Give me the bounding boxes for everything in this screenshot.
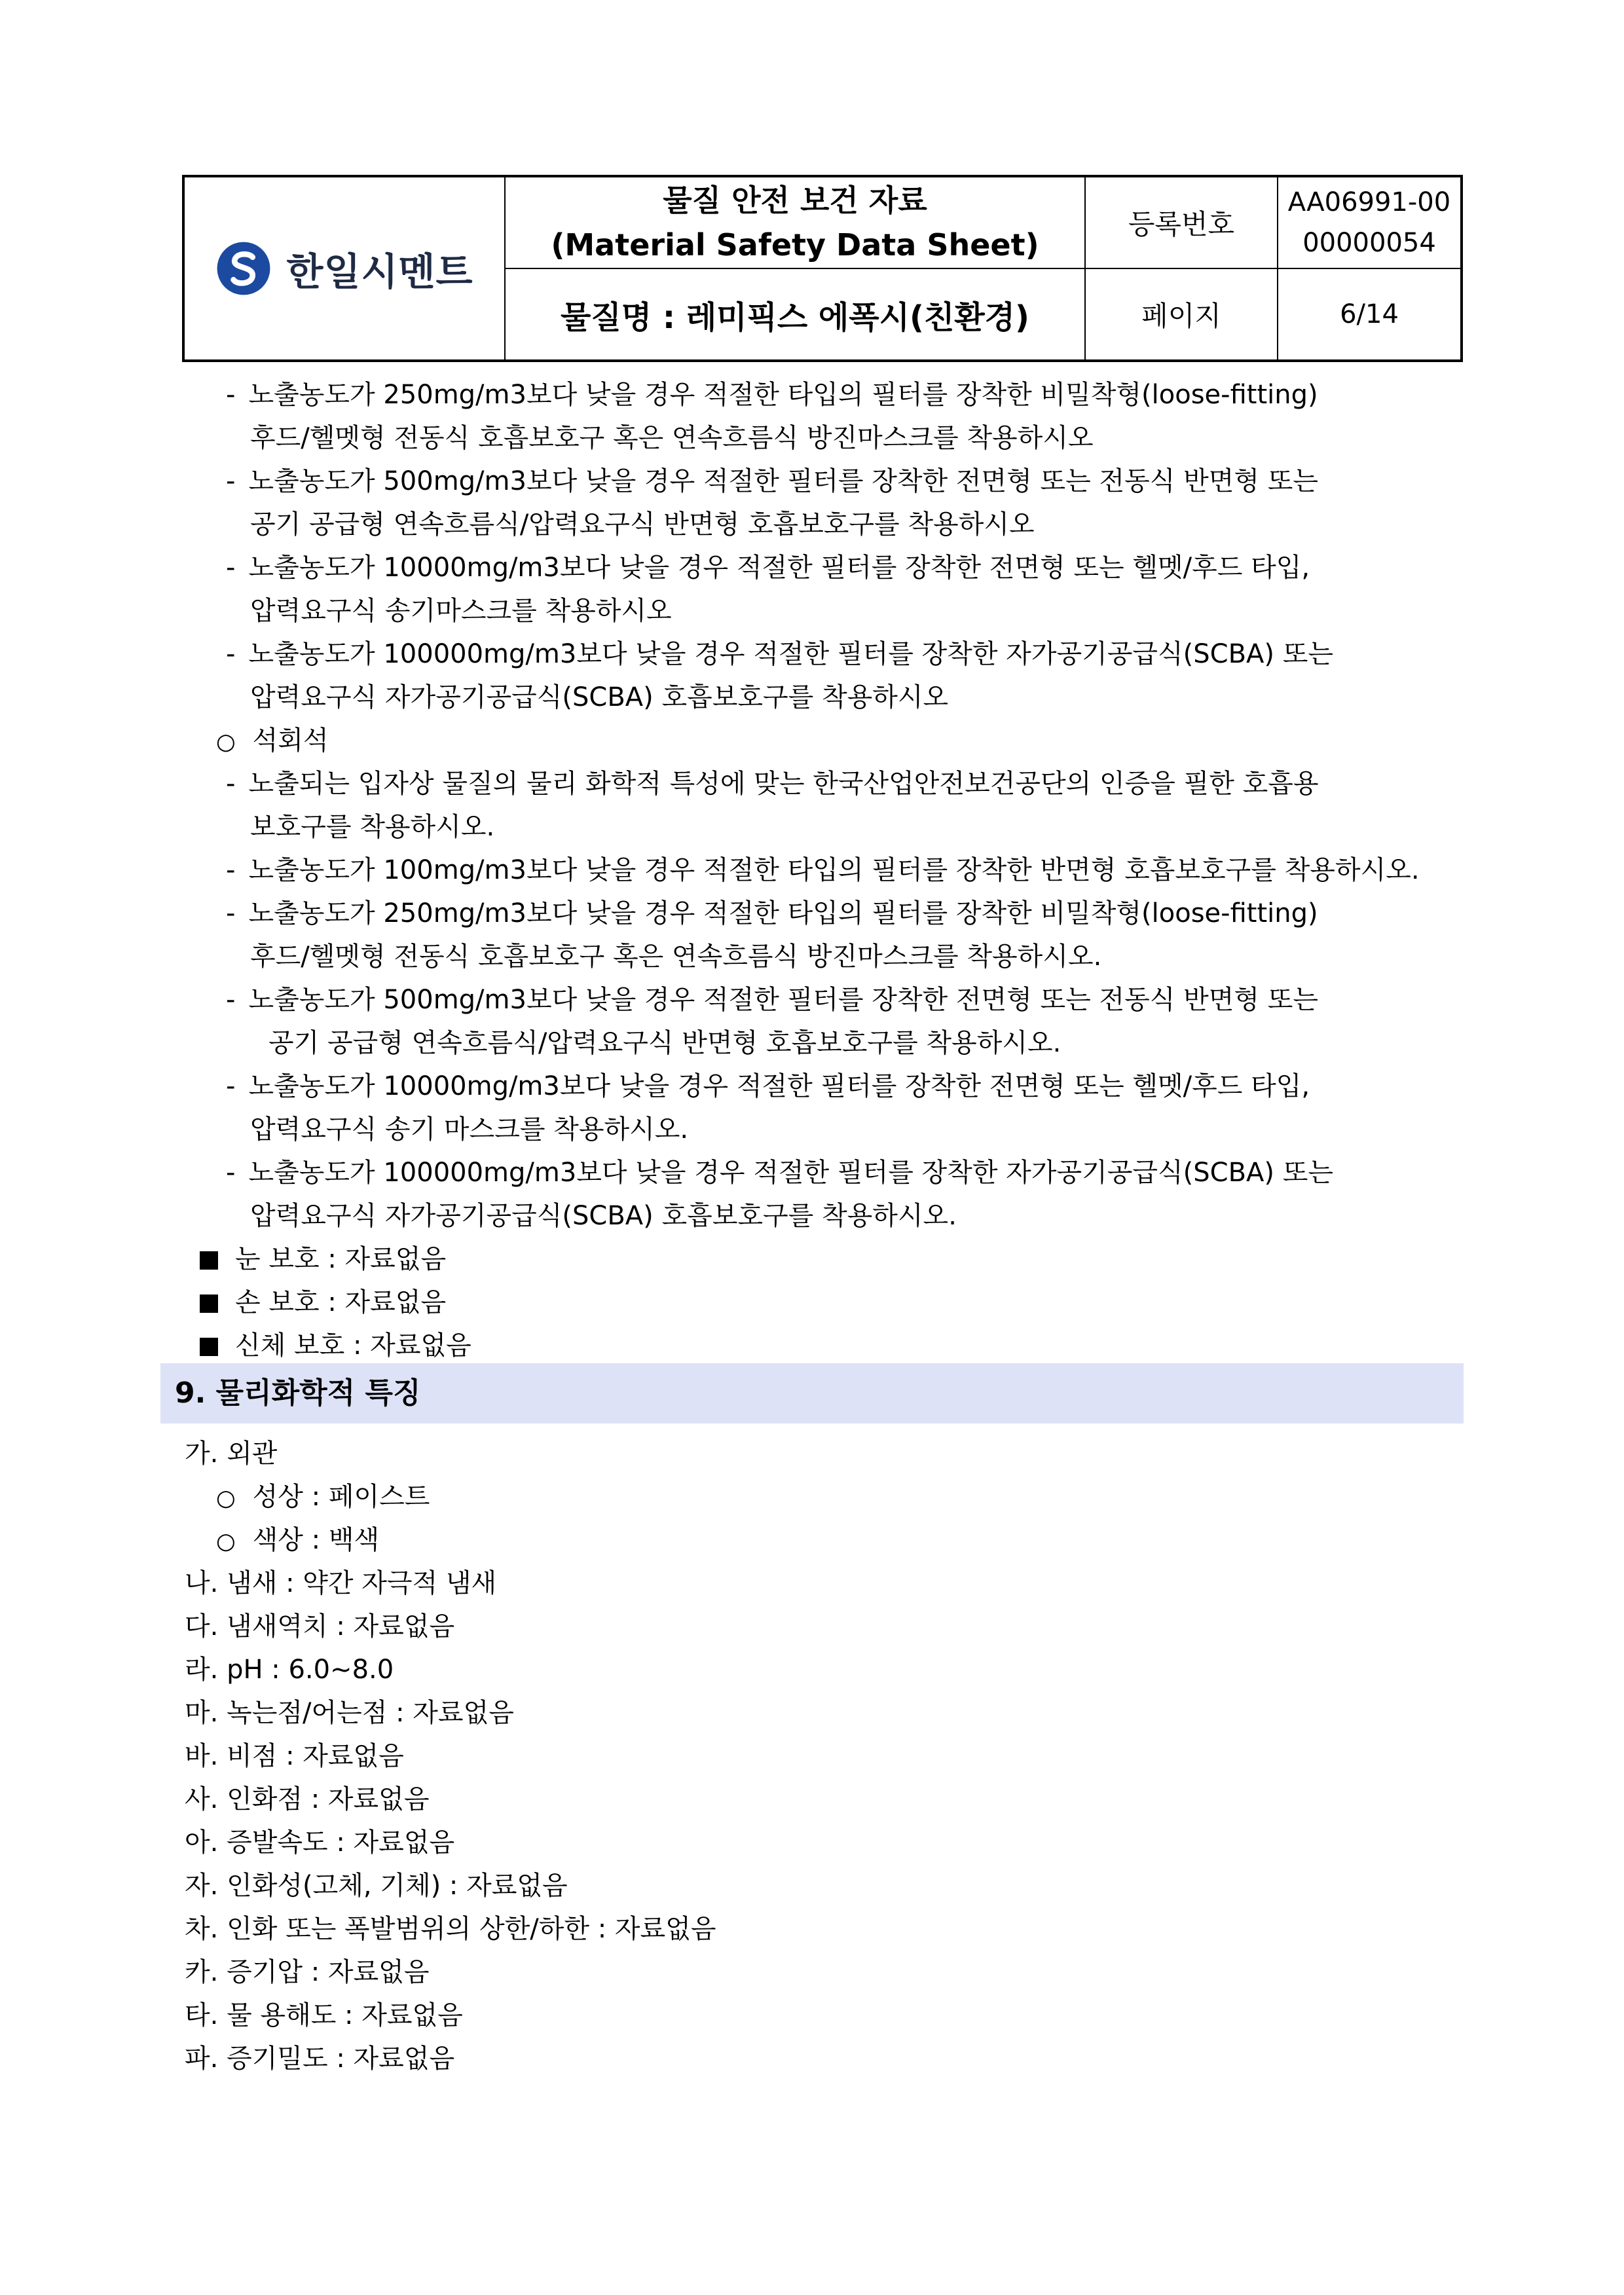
company-name: 한일시멘트 (286, 249, 473, 294)
eye-protection: 눈 보호 : 자료없음 (200, 1238, 446, 1281)
list-item: 후드/헬멧형 전동식 호흡보호구 혹은 연속흐름식 방진마스크를 착용하시오 (250, 423, 1094, 453)
registration-label: 등록번호 (1086, 177, 1278, 269)
logo-cell (185, 177, 506, 359)
company-logo (215, 240, 473, 297)
circle-bullet-icon: ○ (216, 729, 236, 755)
property-item: 아. 증발속도 : 자료없음 (185, 1827, 455, 1858)
dash-bullet: - (226, 898, 236, 928)
page-number: 6/14 (1340, 299, 1399, 329)
hanil-logo-icon (215, 240, 272, 297)
limestone-heading: ○ 석회석 (216, 719, 329, 762)
dash-bullet: - (226, 1158, 236, 1188)
appearance-color: ○ 색상 : 백색 (216, 1518, 379, 1562)
list-item: - 노출농도가 100000mg/m3보다 낮을 경우 적절한 필터를 장착한 자가공기공급식(SCBA) 또는 (226, 1151, 1333, 1194)
property-item: 타. 물 용해도 : 자료없음 (185, 2000, 463, 2030)
circle-bullet-icon: ○ (216, 1485, 236, 1511)
list-item: - 노출농도가 100000mg/m3보다 낮을 경우 적절한 필터를 장착한 자가공기공급식(SCBA) 또는 (226, 633, 1333, 676)
dash-bullet: - (226, 769, 236, 799)
property-item: 바. 비점 : 자료없음 (185, 1741, 404, 1771)
list-item: 후드/헬멧형 전동식 호흡보호구 혹은 연속흐름식 방진마스크를 착용하시오. (250, 942, 1102, 972)
registration-number-line2: 00000054 (1302, 228, 1436, 258)
square-bullet-icon (200, 1294, 218, 1313)
property-item: 다. 냄새역치 : 자료없음 (185, 1611, 455, 1642)
square-bullet-icon (200, 1338, 218, 1356)
property-item: 카. 증기압 : 자료없음 (185, 1957, 430, 1987)
property-item: 파. 증기밀도 : 자료없음 (185, 2044, 455, 2074)
property-item: 자. 인화성(고체, 기체) : 자료없음 (185, 1871, 568, 1901)
dash-bullet: - (226, 466, 236, 496)
product-name: 물질명 : 레미픽스 에폭시(친환경) (506, 269, 1086, 359)
property-item: 라. pH : 6.0~8.0 (185, 1655, 394, 1685)
appearance-state: ○ 성상 : 페이스트 (216, 1475, 430, 1518)
property-item: 나. 냄새 : 약간 자극적 냄새 (185, 1568, 497, 1598)
square-bullet-icon (200, 1251, 218, 1270)
hand-protection: 손 보호 : 자료없음 (200, 1281, 446, 1324)
property-item: 마. 녹는점/어는점 : 자료없음 (185, 1698, 514, 1728)
list-item: - 노출농도가 500mg/m3보다 낮을 경우 적절한 필터를 장착한 전면형 또는 전동식 반면형 또는 (226, 978, 1318, 1021)
property-item: 차. 인화 또는 폭발범위의 상한/하한 : 자료없음 (185, 1914, 716, 1944)
list-item: 압력요구식 자가공기공급식(SCBA) 호흡보호구를 착용하시오 (250, 682, 949, 712)
title-korean: 물질 안전 보건 자료 (663, 183, 927, 218)
dash-bullet: - (226, 553, 236, 583)
list-item: - 노출되는 입자상 물질의 물리 화학적 특성에 맞는 한국산업안전보건공단의 인증을 필한 호흡용 (226, 762, 1319, 805)
list-item: - 노출농도가 10000mg/m3보다 낮을 경우 적절한 필터를 장착한 전면형 또는 헬멧/후드 타입, (226, 546, 1310, 589)
title-english: (Material Safety Data Sheet) (551, 227, 1039, 263)
appearance-heading: 가. 외관 (185, 1439, 278, 1469)
section-9-title: 9. 물리화학적 특징 (160, 1363, 1464, 1423)
body-protection: 신체 보호 : 자료없음 (200, 1324, 471, 1367)
list-item: 압력요구식 송기 마스크를 착용하시오. (250, 1114, 689, 1145)
list-item: - 노출농도가 100mg/m3보다 낮을 경우 적절한 타입의 필터를 장착한 반면형 호흡보호구를 착용하시오. (226, 849, 1420, 892)
list-item: - 노출농도가 250mg/m3보다 낮을 경우 적절한 타입의 필터를 장착한 비밀착형(loose-fitting) (226, 892, 1318, 935)
list-item: 공기 공급형 연속흐름식/압력요구식 반면형 호흡보호구를 착용하시오 (250, 509, 1035, 540)
dash-bullet: - (226, 639, 236, 669)
dash-bullet: - (226, 855, 236, 885)
property-item: 사. 인화점 : 자료없음 (185, 1784, 430, 1814)
list-item: 보호구를 착용하시오. (250, 812, 495, 842)
msds-header-table (182, 175, 1463, 362)
list-item: 압력요구식 자가공기공급식(SCBA) 호흡보호구를 착용하시오. (250, 1201, 957, 1231)
dash-bullet: - (226, 1071, 236, 1101)
list-item: - 노출농도가 500mg/m3보다 낮을 경우 적절한 필터를 장착한 전면형 또는 전동식 반면형 또는 (226, 460, 1318, 503)
dash-bullet: - (226, 985, 236, 1015)
list-item: 공기 공급형 연속흐름식/압력요구식 반면형 호흡보호구를 착용하시오. (268, 1028, 1061, 1058)
list-item: 압력요구식 송기마스크를 착용하시오 (250, 596, 672, 626)
page-label: 페이지 (1086, 269, 1278, 359)
list-item: - 노출농도가 10000mg/m3보다 낮을 경우 적절한 필터를 장착한 전면형 또는 헬멧/후드 타입, (226, 1065, 1310, 1108)
list-item: - 노출농도가 250mg/m3보다 낮을 경우 적절한 타입의 필터를 장착한 비밀착형(loose-fitting) (226, 373, 1318, 416)
circle-bullet-icon: ○ (216, 1528, 236, 1554)
registration-number-line1: AA06991-00 (1287, 187, 1451, 217)
dash-bullet: - (226, 380, 236, 410)
document-title (506, 177, 1086, 269)
registration-number (1278, 177, 1460, 269)
